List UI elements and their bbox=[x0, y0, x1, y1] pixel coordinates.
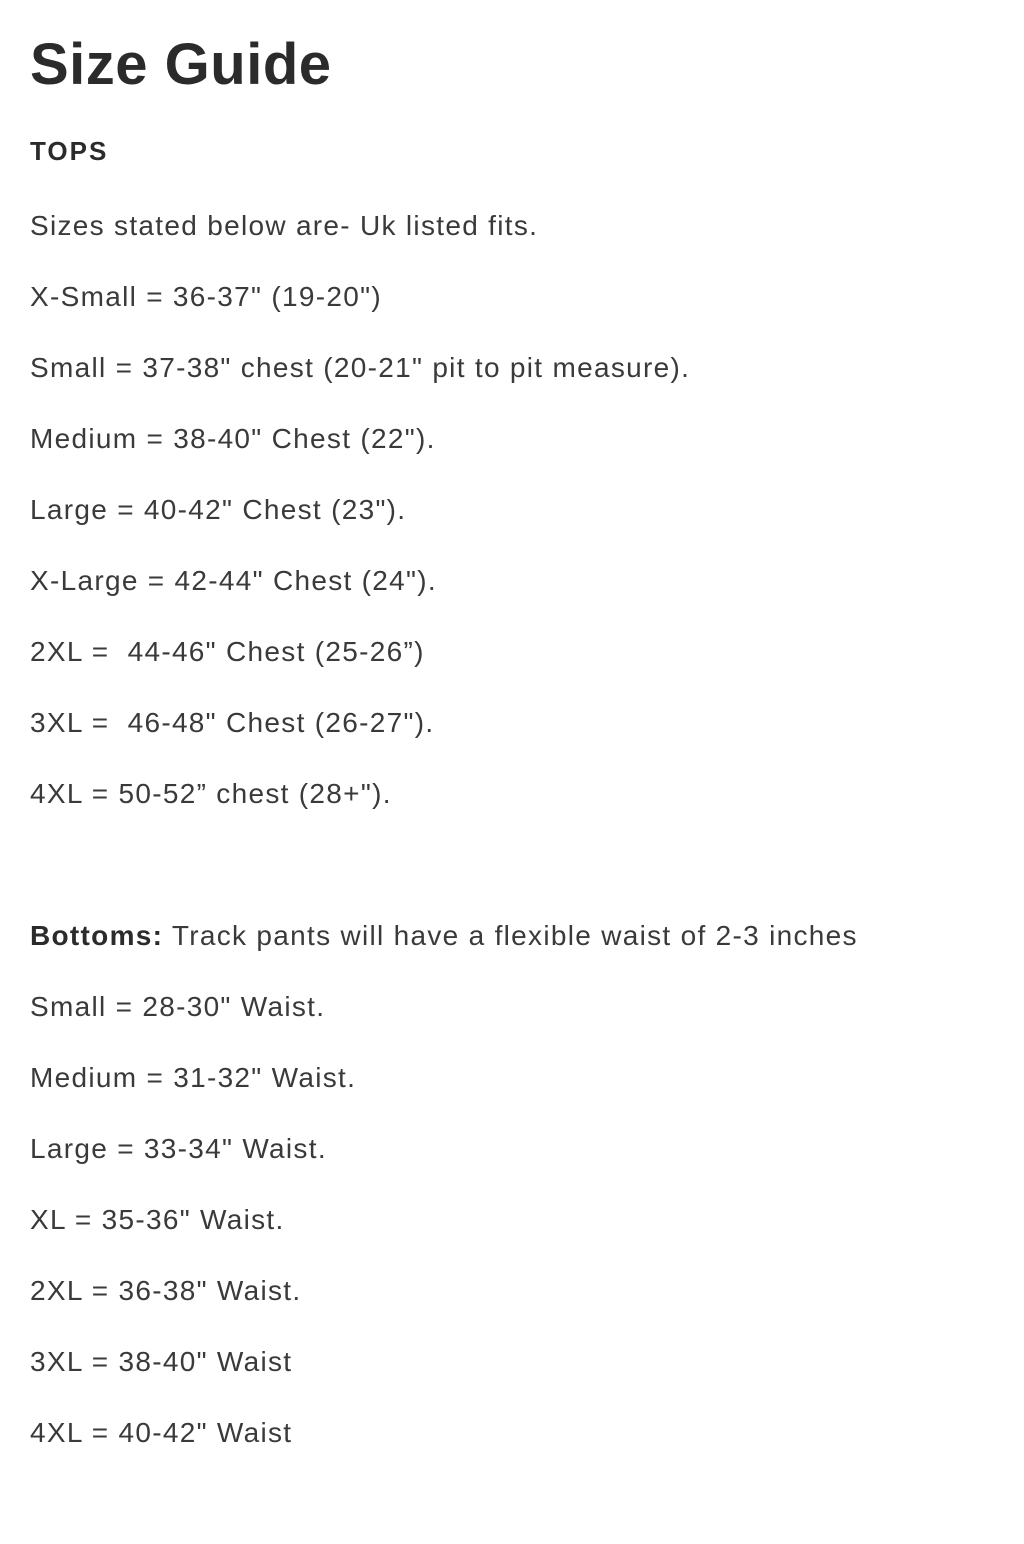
waist-line-medium: Medium = 31-32" Waist. bbox=[30, 1061, 357, 1093]
tops-section-heading: TOPS bbox=[30, 135, 109, 166]
size-line-2xl: 2XL = 44-46" Chest (25-26”) bbox=[30, 635, 425, 667]
size-line-medium: Medium = 38-40" Chest (22"). bbox=[30, 422, 436, 454]
waist-line-2xl: 2XL = 36-38" Waist. bbox=[30, 1274, 302, 1306]
size-line-xsmall: X-Small = 36-37" (19-20") bbox=[30, 280, 382, 312]
bottoms-intro-text: Track pants will have a flexible waist of 2-3 inches bbox=[163, 919, 858, 951]
waist-line-4xl: 4XL = 40-42" Waist bbox=[30, 1416, 293, 1448]
size-line-large: Large = 40-42" Chest (23"). bbox=[30, 493, 407, 525]
tops-section bbox=[30, 136, 994, 813]
waist-line-large: Large = 33-34" Waist. bbox=[30, 1132, 327, 1164]
waist-line-small: Small = 28-30" Waist. bbox=[30, 990, 326, 1022]
bottoms-section-heading: Bottoms: bbox=[30, 919, 164, 951]
bottoms-section bbox=[30, 916, 994, 1452]
size-line-3xl: 3XL = 46-48" Chest (26-27"). bbox=[30, 706, 435, 738]
bottoms-intro bbox=[30, 916, 994, 955]
size-line-small: Small = 37-38" chest (20-21" pit to pit measure). bbox=[30, 351, 691, 383]
size-line-xlarge: X-Large = 42-44" Chest (24"). bbox=[30, 564, 437, 596]
page-title: Size Guide bbox=[30, 32, 332, 97]
tops-intro: Sizes stated below are- Uk listed fits. bbox=[30, 209, 539, 241]
size-line-4xl: 4XL = 50-52” chest (28+"). bbox=[30, 777, 392, 809]
waist-line-3xl: 3XL = 38-40" Waist bbox=[30, 1345, 293, 1377]
waist-line-xl: XL = 35-36" Waist. bbox=[30, 1203, 285, 1235]
